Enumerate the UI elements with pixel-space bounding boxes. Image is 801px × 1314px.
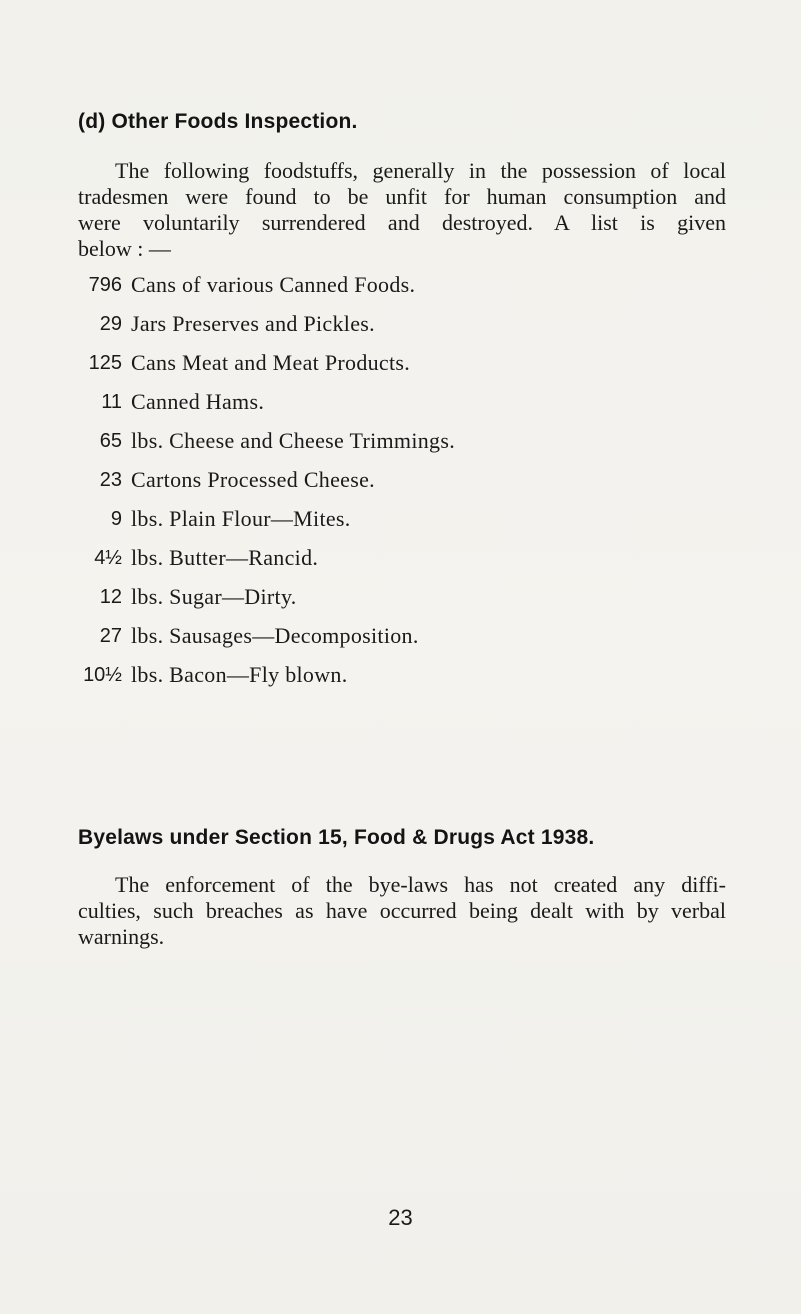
byelaws-line: culties, such breaches as have occurred being dealt with by verbal [78, 898, 726, 923]
item-quantity: 9 [110, 508, 122, 530]
item-description: lbs. Bacon—Fly blown. [131, 662, 348, 687]
item-quantity: 27 [99, 625, 122, 647]
page-number: 23 [388, 1205, 413, 1230]
item-quantity: 4½ [94, 547, 122, 569]
item-description: Canned Hams. [131, 389, 265, 414]
item-description: lbs. Cheese and Cheese Trimmings. [131, 428, 456, 453]
intro-line: tradesmen were found to be unfit for human consumption and [78, 184, 726, 209]
item-quantity: 125 [88, 352, 122, 374]
item-quantity: 29 [99, 313, 122, 335]
item-description: Jars Preserves and Pickles. [131, 311, 375, 336]
intro-line: were voluntarily surrendered and destroyed. A list is given [78, 210, 726, 235]
byelaws-line: The enforcement of the bye-laws has not created any diffi- [115, 872, 726, 897]
intro-line: below : — [78, 236, 171, 261]
item-quantity: 65 [99, 430, 122, 452]
item-quantity: 23 [99, 469, 122, 491]
item-quantity: 796 [88, 274, 122, 296]
item-description: lbs. Plain Flour—Mites. [131, 506, 351, 531]
section-heading-other-foods: (d) Other Foods Inspection. [78, 110, 358, 133]
item-quantity: 12 [99, 586, 122, 608]
item-quantity: 11 [101, 391, 122, 413]
item-description: lbs. Butter—Rancid. [131, 545, 319, 570]
item-description: Cartons Processed Cheese. [131, 467, 375, 492]
item-description: lbs. Sausages—Decomposition. [131, 623, 419, 648]
byelaws-line: warnings. [78, 924, 165, 949]
item-quantity: 10½ [83, 664, 122, 686]
byelaws-paragraph [78, 872, 726, 950]
section-heading-byelaws: Byelaws under Section 15, Food & Drugs Act 1938. [78, 826, 595, 849]
item-description: lbs. Sugar—Dirty. [131, 584, 297, 609]
item-description: Cans of various Canned Foods. [131, 272, 416, 297]
intro-line: The following foodstuffs, generally in the possession of local [115, 158, 726, 183]
intro-paragraph [78, 158, 726, 262]
item-description: Cans Meat and Meat Products. [131, 350, 411, 375]
